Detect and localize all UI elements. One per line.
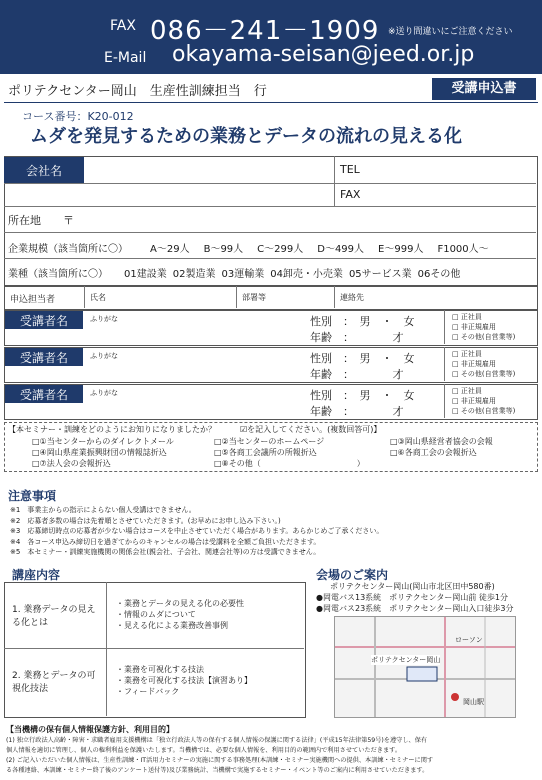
attendee-name-label: 受講者名 [5, 311, 83, 329]
attendee-name-label: 受講者名 [5, 348, 83, 366]
survey-option[interactable]: □⑥各商工会の会報折込 [390, 448, 477, 457]
industry-option[interactable]: 03運輸業 [221, 269, 265, 280]
privacy-line: 個人情報を適切に管理し、個人の権利利益を保護いたします。当機構では、必要な個人情報を、利用目的の範囲内で利用させていただきます。 [6, 747, 402, 754]
venue-map [334, 616, 516, 718]
scale-label: 企業規模（該当箇所に〇） [8, 244, 128, 255]
divider [444, 347, 445, 381]
note-item: ※5 本セミナー・訓練実施機関の関係会社(親会社、子会社、関連会社等)の方は受講できません。 [10, 548, 321, 556]
survey-option[interactable]: □②当センターのホームページ [214, 437, 325, 446]
employment-type-option[interactable]: □ 非正規雇用 [452, 360, 496, 368]
privacy-line: (1) 独立行政法人高齢・障害・求職者雇用支援機構は「独立行政法人等の保有する個人情報の保護に関する法律」(平成15年法律第59号)を遵守し、保有 [6, 737, 428, 744]
tel-field[interactable] [370, 157, 534, 181]
fax-field-label: FAX [340, 188, 361, 201]
contact-person-label: 申込担当者 [10, 295, 56, 305]
fax-label: FAX [110, 18, 136, 34]
scale-options [150, 240, 489, 255]
employment-type-option[interactable]: □ その他(自営業等) [452, 370, 516, 378]
privacy-line: る各種連絡、本訓練・セミナー終了後のアンケート送付等)及び業務統計、当機構で実施するセミナー・イベント等のご案内に利用させていただきます。 [6, 767, 429, 774]
industry-option[interactable]: 05サービス業 [348, 269, 412, 280]
gender-field[interactable]: 性別 ： 男 ・ 女 [310, 389, 415, 402]
address-label: 所在地 〒 [8, 214, 74, 227]
form-label: 受講申込書 [432, 78, 536, 100]
privacy-line: (2) ご記入いただいた個人情報は、生産性訓練・IT活用力セミナーの実施に関する事務処理(本訓練・セミナー実施機関への提供、本訓練・セミナーに関す [6, 757, 434, 764]
gender-field[interactable]: 性別 ： 男 ・ 女 [310, 352, 415, 365]
scale-option[interactable]: B～99人 [203, 244, 244, 255]
employment-type-option[interactable]: □ その他(自営業等) [452, 407, 516, 415]
tel-label: TEL [340, 163, 360, 176]
company-name-label: 会社名 [4, 157, 84, 183]
venue-address: ポリテクセンター岡山(岡山市北区田中580番) [330, 582, 495, 591]
map-graphic [335, 617, 515, 717]
note-item: ※2 応募者多数の場合は先着順とさせていただきます。(お早めにお申し込み下さい。) [10, 516, 281, 525]
divider [334, 286, 335, 308]
divider [236, 286, 237, 308]
lecture-row-title: 1. 業務データの見える化とは [12, 605, 96, 628]
lecture-heading: 講座内容 [12, 568, 61, 582]
contact-info-label: 連絡先 [340, 293, 364, 302]
industry-options [124, 265, 460, 280]
notes-list [10, 505, 383, 558]
notes-heading: 注意事項 [8, 489, 57, 503]
employment-type-option[interactable]: □ 非正規雇用 [452, 397, 496, 405]
survey-option[interactable]: □③岡山県経営者協会の会報 [390, 437, 493, 446]
age-field[interactable]: 年齢 ： 才 [310, 405, 404, 418]
lecture-item: ・業務を可視化する技法【演習あり】 [116, 676, 252, 685]
address-field[interactable] [80, 208, 534, 230]
lecture-item: ・情報のムダについて [116, 610, 196, 619]
recipient-organization: ポリテクセンター岡山 生産性訓練担当 行 [8, 84, 267, 99]
survey-option[interactable]: □⑧その他（ ） [214, 459, 365, 468]
furigana-label: ふりがな [90, 389, 118, 397]
note-item: ※4 各コース申込み締切日を過ぎてからのキャンセルの場合は受講料を全額ご負担いただきます。 [10, 537, 321, 546]
company-name-field[interactable] [84, 157, 334, 183]
divider [444, 310, 445, 344]
lecture-row-title: 2. 業務とデータの可視化技法 [12, 671, 96, 694]
employment-type-option[interactable]: □ 正社員 [452, 350, 482, 358]
lecture-row-items [116, 598, 244, 631]
industry-option[interactable]: 04卸売・小売業 [270, 269, 343, 280]
employment-type-option[interactable]: □ その他(自営業等) [452, 333, 516, 341]
attendee-list [4, 310, 536, 420]
furigana-label: ふりがな [90, 315, 118, 323]
scale-option[interactable]: F1000人～ [437, 244, 489, 255]
map-label: 岡山駅 [463, 698, 484, 706]
course-title: ムダを発見するための業務とデータの流れの見える化 [30, 126, 462, 147]
fax-field[interactable] [370, 184, 534, 206]
lecture-item: ・業務とデータの見える化の必要性 [116, 599, 244, 608]
employment-type-option[interactable]: □ 非正規雇用 [452, 323, 496, 331]
fax-note: ※送り間違いにご注意ください [388, 27, 513, 37]
industry-option[interactable]: 02製造業 [172, 269, 216, 280]
attendee-name-label: 受講者名 [5, 385, 83, 403]
note-item: ※3 応募締切時点の応募者が少ない場合はコースを中止させていただく場合があります。あらかじめご了承ください。 [10, 527, 384, 535]
industry-option[interactable]: 01建設業 [124, 269, 167, 280]
contact-name-label: 氏名 [90, 293, 106, 302]
lecture-row-items [116, 664, 252, 697]
map-label: ポリテクセンター岡山 [371, 656, 441, 664]
scale-option[interactable]: A～29人 [150, 244, 190, 255]
scale-option[interactable]: D～499人 [317, 244, 365, 255]
map-label: ローソン [455, 636, 483, 644]
furigana-label: ふりがな [90, 352, 118, 360]
venue-heading: 会場のご案内 [316, 568, 389, 582]
bus-line: ●岡電バス23系統 ポリテクセンター岡山入口徒歩3分 [316, 604, 514, 613]
fax-number: 086－241－1909 [150, 16, 380, 46]
survey-question: 【本セミナー・訓練をどのようにお知りになりましたか？ ☑を記入してください。(複数回答可)】 [8, 425, 382, 434]
bus-line: ●岡電バス13系統 ポリテクセンター岡山前 徒歩1分 [316, 593, 508, 602]
divider [4, 232, 536, 233]
email-label: E-Mail [104, 50, 147, 66]
industry-option[interactable]: 06その他 [417, 269, 461, 280]
age-field[interactable]: 年齢 ： 才 [310, 368, 404, 381]
note-item: ※1 事業主からの指示によらない個人受講はできません。 [10, 506, 196, 514]
divider [84, 286, 85, 308]
scale-option[interactable]: E～999人 [378, 244, 424, 255]
divider [4, 206, 536, 207]
course-number: コース番号：K20-012 [22, 110, 134, 123]
lecture-item: ・フィードバック [116, 687, 180, 696]
divider [106, 582, 107, 716]
privacy-text [6, 736, 538, 776]
title-divider [4, 102, 538, 103]
survey-option[interactable]: □④岡山県産業振興財団の情報誌折込 [32, 448, 167, 457]
survey-option[interactable]: □⑤各商工会議所の所報折込 [214, 448, 317, 457]
divider [444, 384, 445, 418]
lecture-item: ・業務を可視化する技法 [116, 665, 204, 674]
divider [4, 648, 304, 649]
email-address[interactable]: okayama-seisan@jeed.or.jp [172, 42, 475, 67]
privacy-heading: 【当機構の保有個人情報保護方針、利用目的】 [6, 725, 174, 734]
scale-option[interactable]: C～299人 [257, 244, 304, 255]
lecture-item: ・見える化による業務改善事例 [116, 621, 228, 630]
employment-type-option[interactable]: □ 正社員 [452, 387, 482, 395]
employment-type-option[interactable]: □ 正社員 [452, 313, 482, 321]
contact-dept-label: 部署等 [242, 293, 266, 302]
industry-label: 業種（該当箇所に〇） [8, 269, 108, 280]
age-field[interactable]: 年齢 ： 才 [310, 331, 404, 344]
survey-option[interactable]: □⑦法人会の会報折込 [32, 459, 111, 468]
divider [334, 156, 335, 206]
gender-field[interactable]: 性別 ： 男 ・ 女 [310, 315, 415, 328]
survey-option[interactable]: □①当センターからのダイレクトメール [32, 437, 174, 446]
divider [4, 258, 536, 259]
